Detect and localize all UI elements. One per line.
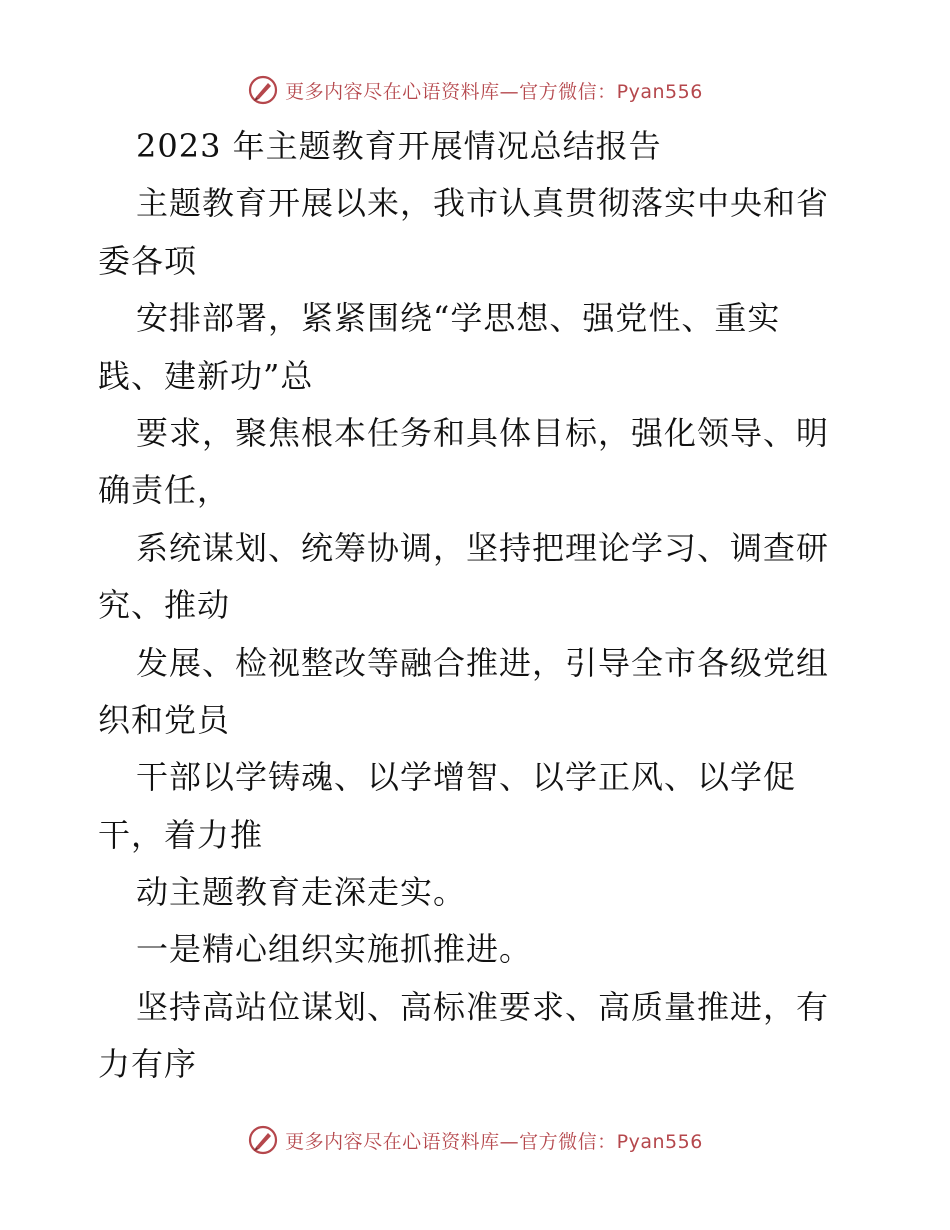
footer-watermark (0, 1120, 950, 1160)
text-line: 安排部署，紧紧围绕“学思想、强党性、重实 (136, 299, 781, 338)
document-title: 2023 年主题教育开展情况总结报告 (136, 127, 662, 165)
text-line: 系统谋划、统筹协调，坚持把理论学习、调查研 (136, 528, 830, 567)
watermark-text: 更多内容尽在心语资料库—官方微信：Pyan556 (285, 1130, 703, 1153)
text-line: 主题教育开展以来，我市认真贯彻落实中央和省 (136, 184, 830, 223)
pen-logo-icon (247, 74, 279, 106)
text-line: 干，着力推 (98, 815, 264, 854)
watermark-text: 更多内容尽在心语资料库—官方微信：Pyan556 (285, 80, 703, 103)
header-watermark (0, 70, 950, 110)
text-line: 要求，聚焦根本任务和具体目标，强化领导、明 (136, 413, 830, 452)
text-line: 坚持高站位谋划、高标准要求、高质量推进，有 (136, 987, 830, 1026)
document-body (98, 118, 858, 1094)
text-line: 发展、检视整改等融合推进，引导全市各级党组 (136, 643, 830, 682)
text-line: 力有序 (98, 1045, 198, 1084)
text-line: 委各项 (98, 241, 198, 280)
text-line: 一是精心组织实施抓推进。 (136, 930, 533, 969)
pen-logo-icon (247, 1124, 279, 1156)
text-line: 动主题教育走深走实。 (136, 873, 467, 912)
text-line: 践、建新功”总 (98, 356, 314, 395)
text-line: 究、推动 (98, 586, 231, 625)
text-line: 织和党员 (98, 700, 231, 739)
text-line: 确责任， (98, 471, 231, 510)
text-line: 干部以学铸魂、以学增智、以学正风、以学促 (136, 758, 797, 797)
